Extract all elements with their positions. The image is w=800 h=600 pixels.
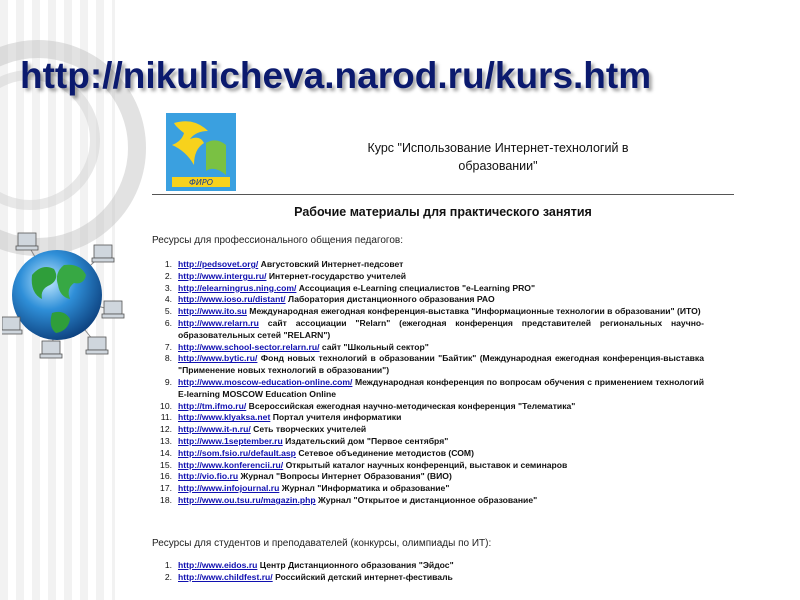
item-number: 11.	[160, 412, 172, 423]
item-number: 8.	[164, 353, 172, 364]
item-number: 1.	[164, 560, 172, 570]
resource-link[interactable]: http://www.ioso.ru/distant/	[178, 294, 286, 305]
globe-network-icon	[2, 225, 127, 360]
resource-description: Международная ежегодная конференция-выставка "Информационные технологии в образовании" (ИТО)	[246, 306, 701, 317]
list-item	[152, 495, 704, 507]
item-number: 10.	[160, 400, 172, 411]
list-item	[152, 377, 704, 401]
section1-heading: Ресурсы для профессионального общения педагогов:	[152, 235, 404, 246]
item-number: 9.	[164, 376, 172, 387]
resource-description: Всероссийская ежегодная научно-методическая конференция "Телематика"	[246, 400, 576, 411]
item-number: 13.	[160, 435, 172, 446]
resource-link[interactable]: http://www.relarn.ru	[178, 317, 259, 328]
list-item	[152, 306, 704, 318]
resource-link[interactable]: http://www.childfest.ru/	[178, 571, 273, 582]
list-item	[152, 471, 704, 483]
item-number: 14.	[160, 447, 172, 458]
resource-description: Центр Дистанционного образования "Эйдос"	[257, 560, 454, 570]
resource-description: Открытый каталог научных конференций, выставок и семинаров	[283, 459, 568, 470]
resource-link[interactable]: http://www.ito.su	[178, 306, 247, 317]
resource-link[interactable]: http://www.intergu.ru/	[178, 270, 267, 281]
resource-description: Сетевое объединение методистов (СОМ)	[295, 447, 474, 458]
resource-description: Журнал "Вопросы Интернет Образования" (ВИО)	[238, 471, 452, 482]
divider	[152, 194, 734, 195]
item-number: 6.	[164, 317, 172, 328]
resource-description: Международная конференция по вопросам обучения с применением технологий E-learning MOSCOW Education Online	[178, 376, 704, 399]
item-number: 3.	[164, 282, 172, 293]
resource-link[interactable]: http://www.ou.tsu.ru/magazin.php	[178, 494, 316, 505]
item-number: 18.	[160, 494, 172, 505]
item-number: 15.	[160, 459, 172, 470]
resource-link[interactable]: http://vio.fio.ru	[178, 471, 239, 482]
list-item	[152, 259, 704, 271]
item-number: 2.	[164, 270, 172, 281]
resource-link[interactable]: http://som.fsio.ru/default.asp	[178, 447, 296, 458]
list-item	[152, 353, 704, 377]
document-screenshot	[148, 106, 748, 600]
resource-description: Журнал "Открытое и дистанционное образование"	[315, 494, 538, 505]
firo-logo-icon	[166, 113, 236, 191]
resource-description: Издательский дом "Первое сентября"	[282, 435, 449, 446]
resource-description: Ассоциация e-Learning специалистов "e-Learning PRO"	[296, 282, 536, 293]
item-number: 7.	[164, 341, 172, 352]
list-item	[152, 460, 704, 472]
resource-link[interactable]: http://www.klyaksa.net	[178, 412, 271, 423]
item-number: 2.	[164, 571, 172, 582]
section2-list	[152, 560, 704, 584]
list-item	[152, 436, 704, 448]
list-item	[152, 283, 704, 295]
list-item	[152, 294, 704, 306]
resource-link[interactable]: http://www.school-sector.relarn.ru/	[178, 341, 320, 352]
resource-description: Лаборатория дистанционного образования РАО	[285, 294, 495, 305]
slide-title: http://nikulicheva.narod.ru/kurs.htm	[20, 55, 652, 96]
resource-link[interactable]: http://www.bytic.ru/	[178, 353, 258, 364]
item-number: 5.	[164, 306, 172, 317]
resource-description: сайт ассоциации "Relarn" (ежегодная конференция представителей региональных научно-образовательных сетей "RELARN")	[178, 317, 704, 340]
logo-text: ФИРО	[189, 178, 213, 187]
materials-title: Рабочие материалы для практического занятия	[294, 205, 592, 219]
resource-link[interactable]: http://www.moscow-education-online.com/	[178, 376, 353, 387]
resource-link[interactable]: http://elearningrus.ning.com/	[178, 282, 297, 293]
resource-description: сайт "Школьный сектор"	[319, 341, 429, 352]
item-number: 17.	[160, 483, 172, 494]
resource-description: Августовский Интернет-педсовет	[258, 259, 404, 269]
resource-link[interactable]: http://www.it-n.ru/	[178, 424, 251, 435]
item-number: 16.	[160, 471, 172, 482]
item-number: 12.	[160, 424, 172, 435]
list-item	[152, 572, 704, 584]
list-item	[152, 318, 704, 342]
list-item	[152, 560, 704, 572]
section1-list	[152, 259, 704, 507]
section2-heading: Ресурсы для студентов и преподавателей (конкурсы, олимпиады по ИТ):	[152, 538, 492, 549]
list-item	[152, 271, 704, 283]
list-item	[152, 342, 704, 354]
item-number: 1.	[164, 259, 172, 269]
list-item	[152, 448, 704, 460]
resource-link[interactable]: http://tm.ifmo.ru/	[178, 400, 247, 411]
resource-link[interactable]: http://www.eidos.ru	[178, 560, 258, 570]
resource-link[interactable]: http://www.1september.ru	[178, 435, 283, 446]
resource-description: Сеть творческих учителей	[250, 424, 367, 435]
resource-description: Журнал "Информатика и образование"	[279, 483, 450, 494]
item-number: 4.	[164, 294, 172, 305]
resource-description: Российский детский интернет-фестиваль	[272, 571, 453, 582]
course-title: Курс "Использование Интернет-технологий в образовании"	[367, 141, 629, 173]
list-item	[152, 424, 704, 436]
resource-description: Фонд новых технологий в образовании "Байтик" (Международная ежегодная конференция-выставка "Применение новых технологий в образовании")	[178, 353, 704, 376]
resource-link[interactable]: http://www.infojournal.ru	[178, 483, 280, 494]
resource-link[interactable]: http://www.konferencii.ru/	[178, 459, 284, 470]
list-item	[152, 401, 704, 413]
list-item	[152, 483, 704, 495]
resource-description: Портал учителя информатики	[270, 412, 402, 423]
resource-link[interactable]: http://pedsovet.org/	[178, 259, 259, 269]
resource-description: Интернет-государство учителей	[266, 270, 407, 281]
list-item	[152, 412, 704, 424]
